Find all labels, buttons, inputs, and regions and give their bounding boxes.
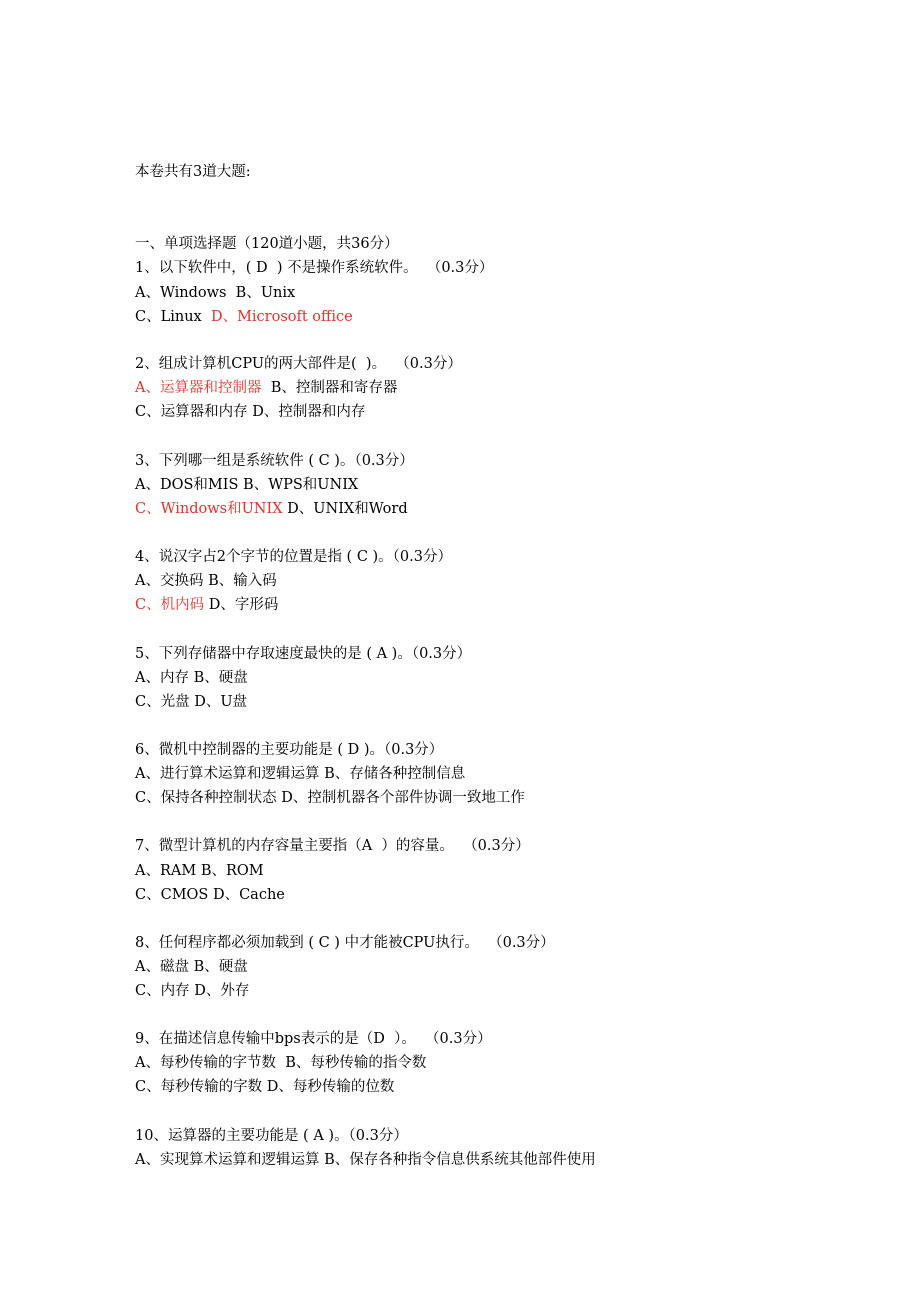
question-options: [135, 376, 397, 400]
option-text: C、每秒传输的字数 D、每秒传输的位数: [135, 1079, 395, 1095]
option-text: D、UNIX和Word: [282, 501, 408, 517]
question-options: [135, 305, 353, 329]
question-stem: 9、在描述信息传输中bps表示的是（D ）。 （0.3分）: [135, 1031, 492, 1047]
option-text: C、保持各种控制状态 D、控制机器各个部件协调一致地工作: [135, 790, 525, 806]
question-options: [135, 473, 358, 497]
option-text: C、CMOS D、Cache: [135, 887, 285, 903]
question-options: [135, 281, 295, 305]
question-stem: 2、组成计算机CPU的两大部件是( )。 （0.3分）: [135, 356, 462, 372]
question-options: [135, 690, 247, 714]
option-text: A、RAM B、ROM: [135, 863, 264, 879]
answer-highlight: D、Microsoft office: [210, 309, 353, 325]
question-options: [135, 666, 248, 690]
question-options: [135, 400, 365, 424]
question-options: [135, 955, 248, 979]
question-stem: 4、说汉字占2个字节的位置是指 ( C )。（0.3分）: [135, 549, 452, 565]
option-text: A、Windows B、Unix: [135, 285, 296, 301]
option-text: A、内存 B、硬盘: [135, 670, 248, 686]
question-stem: 5、下列存储器中存取速度最快的是 ( A )。（0.3分）: [135, 646, 472, 662]
exam-intro: 本卷共有3道大题:: [135, 164, 251, 180]
option-text: B、控制器和寄存器: [261, 380, 398, 396]
option-text: C、运算器和内存 D、控制器和内存: [135, 404, 366, 420]
option-text: C、Linux: [135, 309, 211, 325]
question-options: [135, 593, 278, 617]
question-stem: 8、任何程序都必须加载到 ( C ) 中才能被CPU执行。 （0.3分）: [135, 935, 555, 951]
option-text: A、进行算术运算和逻辑运算 B、存储各种控制信息: [135, 766, 466, 782]
section-title: 一、单项选择题（120道小题，共36分）: [135, 236, 399, 252]
option-text: A、实现算术运算和逻辑运算 B、保存各种指令信息供系统其他部件使用: [135, 1152, 596, 1168]
question-options: [135, 1075, 394, 1099]
question-options: [135, 569, 277, 593]
question-options: [135, 883, 285, 907]
option-text: A、磁盘 B、硬盘: [135, 959, 248, 975]
option-text: C、光盘 D、U盘: [135, 694, 248, 710]
question-stem: 6、微机中控制器的主要功能是 ( D )。（0.3分）: [135, 742, 444, 758]
option-text: C、内存 D、外存: [135, 983, 250, 999]
answer-highlight: A、运算器和控制器: [135, 380, 262, 396]
option-text: A、每秒传输的字节数 B、每秒传输的指令数: [135, 1055, 427, 1071]
question-options: [135, 859, 264, 883]
option-text: A、DOS和MIS B、WPS和UNIX: [135, 477, 359, 493]
question-options: [135, 762, 465, 786]
question-stem: 1、以下软件中，( D ) 不是操作系统软件。 （0.3分）: [135, 260, 494, 276]
question-options: [135, 1051, 426, 1075]
question-options: [135, 497, 408, 521]
question-stem: 10、运算器的主要功能是 ( A )。（0.3分）: [135, 1128, 408, 1144]
question-options: [135, 979, 249, 1003]
answer-highlight: C、Windows和UNIX: [135, 501, 283, 517]
option-text: A、交换码 B、输入码: [135, 573, 277, 589]
question-stem: 3、下列哪一组是系统软件 ( C )。（0.3分）: [135, 453, 414, 469]
question-stem: 7、微型计算机的内存容量主要指（A ）的容量。 （0.3分）: [135, 838, 530, 854]
answer-highlight: C、机内码: [135, 597, 205, 613]
question-options: [135, 786, 525, 810]
option-text: D、字形码: [204, 597, 279, 613]
question-options: [135, 1148, 596, 1172]
